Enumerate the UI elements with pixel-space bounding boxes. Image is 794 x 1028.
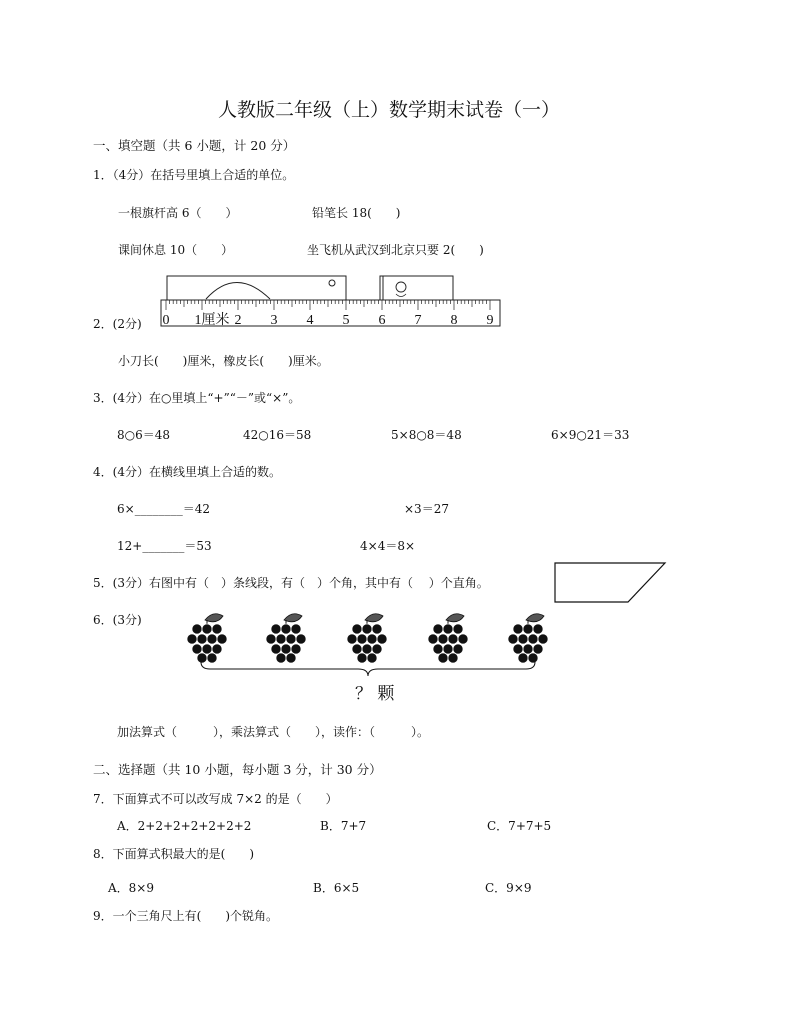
ruler-tick-label: 1厘米 bbox=[194, 313, 230, 328]
trapezoid-figure bbox=[552, 560, 670, 605]
question-3-item: 8○6＝48 bbox=[117, 428, 171, 442]
question-4-item: ×3＝27 bbox=[404, 502, 449, 516]
total-brace bbox=[198, 660, 538, 678]
question-4-item: 12+_______＝53 bbox=[117, 539, 212, 553]
section-heading-fill-in: 一、填空题（共 6 小题，计 20 分） bbox=[93, 138, 296, 153]
eraser-illustration bbox=[380, 276, 453, 300]
question-8-prompt: 8．下面算式积最大的是( ) bbox=[93, 847, 254, 861]
question-1-prompt: 1．（4分）在括号里填上合适的单位。 bbox=[93, 168, 295, 182]
question-3-item: 42○16＝58 bbox=[243, 428, 312, 442]
grape-bunch bbox=[266, 614, 306, 663]
grape-bunch bbox=[347, 614, 387, 663]
question-7-prompt: 7．下面算式不可以改写成 7×2 的是（ ） bbox=[93, 792, 338, 806]
question-5-text: 5．(3分）右图中有（ ）条线段，有（ ）个角，其中有（ ）个直角。 bbox=[93, 576, 489, 590]
grape-count-caption: ？ 颗 bbox=[355, 684, 395, 704]
ruler-tick-label: 6 bbox=[378, 313, 386, 328]
question-4-prompt: 4．(4分）在横线里填上合适的数。 bbox=[93, 465, 281, 479]
ruler-tick-label: 5 bbox=[342, 313, 350, 328]
question-2-text: 小刀长( )厘米，橡皮长( )厘米。 bbox=[118, 354, 329, 368]
ruler-tick-label: 7 bbox=[414, 313, 422, 328]
section-heading-choice: 二、选择题（共 10 小题，每小题 3 分，计 30 分） bbox=[93, 762, 382, 777]
question-6-label: 6．(3分) bbox=[93, 613, 142, 627]
page-title: 人教版二年级（上）数学期末试卷（一） bbox=[218, 99, 561, 121]
question-3-item: 6×9○21＝33 bbox=[551, 428, 630, 442]
ruler-figure bbox=[160, 272, 504, 332]
question-7-option-a: A．2+2+2+2+2+2+2 bbox=[117, 819, 252, 833]
question-9-prompt: 9．一个三角尺上有( )个锐角。 bbox=[93, 909, 278, 923]
ruler-tick-label: 0 bbox=[162, 313, 170, 328]
question-1-item: 一根旗杆高 6（ ） bbox=[118, 206, 238, 220]
grape-bunch bbox=[187, 614, 227, 663]
question-4-item: 4×4＝8× bbox=[360, 539, 416, 553]
ruler-tick-label: 3 bbox=[270, 313, 278, 328]
question-7-option-c: C．7+7+5 bbox=[487, 819, 552, 833]
grape-bunch bbox=[428, 614, 468, 663]
grapes-illustration bbox=[180, 612, 560, 664]
ruler-tick-label: 2 bbox=[234, 313, 242, 328]
ruler-tick-label: 9 bbox=[486, 313, 494, 328]
question-8-option-c: C．9×9 bbox=[485, 881, 532, 895]
knife-illustration bbox=[167, 276, 346, 300]
question-8-option-b: B．6×5 bbox=[313, 881, 360, 895]
question-1-item: 课间休息 10（ ） bbox=[118, 243, 234, 257]
question-1-item: 铅笔长 18( ) bbox=[312, 206, 401, 220]
question-2-label: 2．(2分) bbox=[93, 317, 142, 331]
grape-bunch bbox=[508, 614, 548, 663]
ruler-tick-label: 4 bbox=[306, 313, 314, 328]
question-3-item: 5×8○8＝48 bbox=[391, 428, 462, 442]
question-6-text: 加法算式（ ），乘法算式（ ），读作：（ ）。 bbox=[117, 725, 430, 739]
question-4-item: 6×________＝42 bbox=[117, 502, 210, 516]
question-1-item: 坐飞机从武汉到北京只要 2( ) bbox=[307, 243, 484, 257]
ruler-tick-label: 8 bbox=[450, 313, 458, 328]
question-8-option-a: A．8×9 bbox=[108, 881, 154, 895]
question-3-prompt: 3．(4分）在○里填上“+”“－”或“×”。 bbox=[93, 391, 301, 405]
question-7-option-b: B．7+7 bbox=[320, 819, 367, 833]
